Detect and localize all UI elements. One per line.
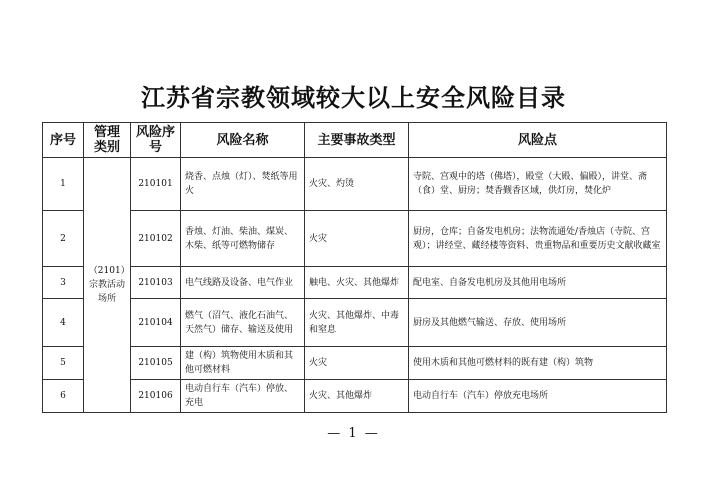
row-code: 210101 — [131, 158, 181, 211]
row-index: 3 — [43, 267, 84, 299]
row-accident-type: 触电、火灾、其他爆炸 — [305, 267, 409, 299]
header-risk-name: 风险名称 — [181, 123, 305, 158]
header-risk-code: 风险序号 — [131, 123, 181, 158]
table-row — [43, 380, 667, 413]
document-title: 江苏省宗教领域较大以上安全风险目录 — [141, 84, 566, 112]
row-risk-points: 使用木质和其他可燃材料的既有建（构）筑物 — [409, 347, 667, 380]
risk-catalog-table — [42, 122, 667, 413]
row-risk-name: 燃气（沼气、液化石油气、天然气）储存、输送及使用 — [181, 299, 305, 347]
row-accident-type: 火灾 — [305, 211, 409, 267]
table-row — [43, 267, 667, 299]
table-header-row — [43, 123, 667, 158]
row-risk-points: 厨房，仓库；自备发电机房；法物流通处/香烛店（寺院、宫观）；讲经堂、藏经楼等资料、贵重物品和重要历史文献收藏室 — [409, 211, 667, 267]
row-risk-points: 寺院、宫观中的塔（佛塔），殿堂（大殿、偏殿），讲堂、斋（食）堂、厨房；焚香觐香区域，供灯房，焚化炉 — [409, 158, 667, 211]
page-number: — 1 — — [327, 426, 380, 441]
row-risk-points: 厨房及其他燃气输送、存放、使用场所 — [409, 299, 667, 347]
row-index: 4 — [43, 299, 84, 347]
row-accident-type: 火灾、灼烫 — [305, 158, 409, 211]
row-code: 210102 — [131, 211, 181, 267]
header-category: 管理类别 — [84, 123, 131, 158]
row-risk-name: 建（构）筑物使用木质和其他可燃材料 — [181, 347, 305, 380]
table-row — [43, 299, 667, 347]
row-accident-type: 火灾、其他爆炸 — [305, 380, 409, 413]
row-code: 210103 — [131, 267, 181, 299]
header-index: 序号 — [43, 123, 84, 158]
header-accident-type: 主要事故类型 — [305, 123, 409, 158]
row-code: 210105 — [131, 347, 181, 380]
header-risk-points: 风险点 — [409, 123, 667, 158]
row-risk-name: 香烛、灯油、柴油、煤炭、木柴、纸等可燃物储存 — [181, 211, 305, 267]
row-index: 5 — [43, 347, 84, 380]
row-risk-name: 电动自行车（汽车）停放、充电 — [181, 380, 305, 413]
row-index: 6 — [43, 380, 84, 413]
table-row — [43, 158, 667, 211]
row-code: 210104 — [131, 299, 181, 347]
row-risk-points: 配电室、自备发电机房及其他用电场所 — [409, 267, 667, 299]
row-risk-points: 电动自行车（汽车）停放充电场所 — [409, 380, 667, 413]
row-accident-type: 火灾 — [305, 347, 409, 380]
row-accident-type: 火灾、其他爆炸、中毒和窒息 — [305, 299, 409, 347]
row-risk-name: 电气线路及设备、电气作业 — [181, 267, 305, 299]
row-index: 1 — [43, 158, 84, 211]
row-risk-name: 烧香、点烛（灯）、焚纸等用火 — [181, 158, 305, 211]
table-row — [43, 347, 667, 380]
row-index: 2 — [43, 211, 84, 267]
table-row — [43, 211, 667, 267]
category-cell: （2101）宗教活动场所 — [84, 158, 131, 413]
row-code: 210106 — [131, 380, 181, 413]
